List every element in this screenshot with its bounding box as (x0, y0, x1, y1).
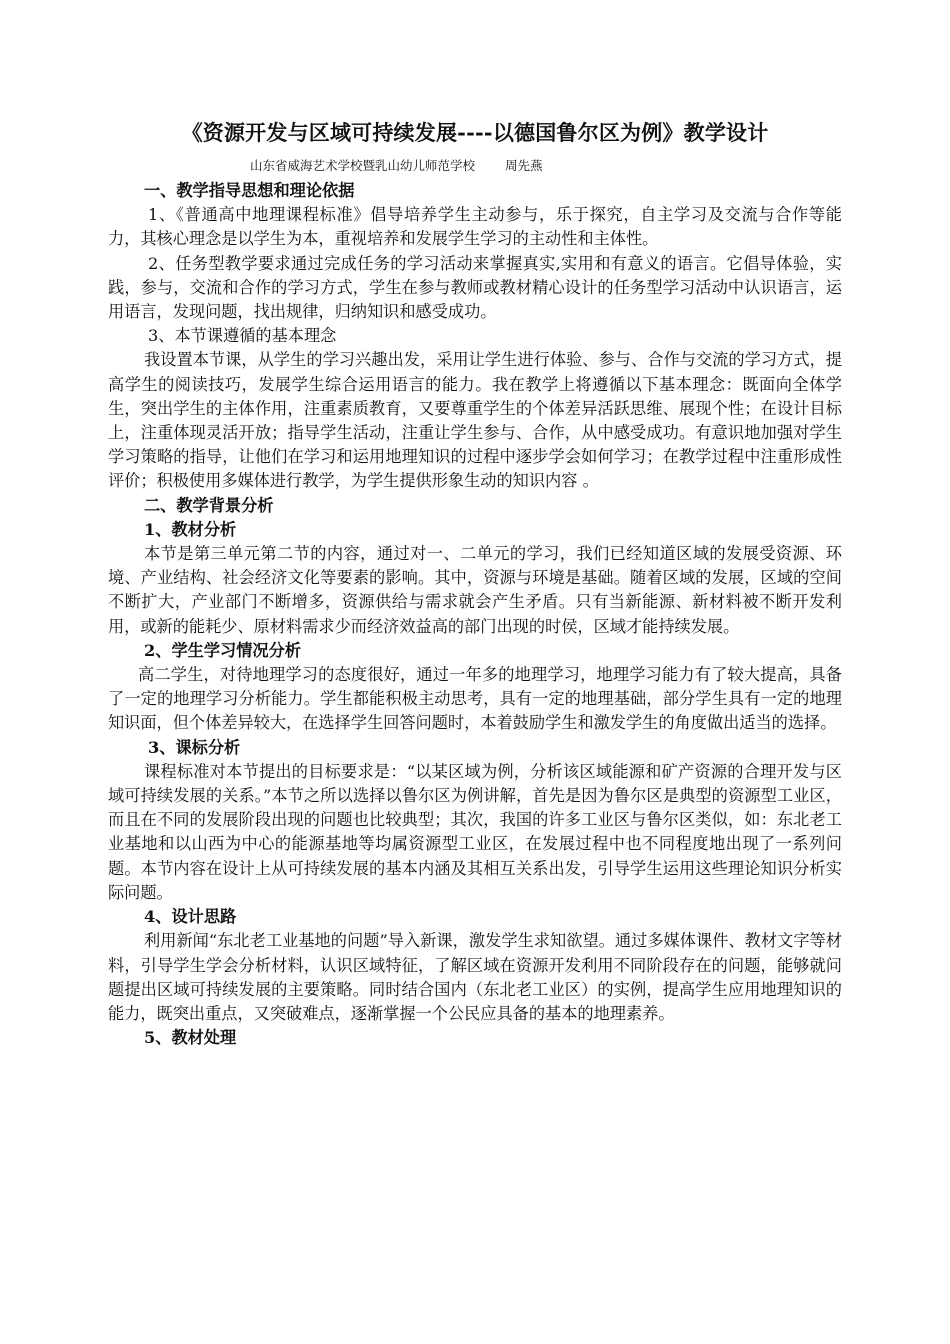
author-name: 周先燕 (505, 158, 543, 173)
paragraph-1-2: 2、任务型教学要求通过完成任务的学习活动来掌握真实,实用和有意义的语言。它倡导体验，实践，参与，交流和合作的学习方式，学生在参与教师或教材精心设计的任务型学习活动中认识语言，运用语言，发现问题，找出规律，归纳知识和感受成功。 (108, 253, 842, 322)
author-line (108, 158, 842, 174)
paragraph-2-3: 课程标准对本节提出的目标要求是：“以某区域为例，分析该区域能源和矿产资源的合理开发与区域可持续发展的关系。”本节之所以选择以鲁尔区为例讲解，首先是因为鲁尔区是典型的资源型工业区，而且在不同的发展阶段出现的问题也比较典型；其次，我国的许多工业区与鲁尔区类似，如：东北老工业基地和以山西为中心的能源基地等均属资源型工业区，在发展过程中也不同程度地出现了一系列问题。本节内容在设计上从可持续发展的基本内涵及其相互关系出发，引导学生运用这些理论知识分析实际问题。 (108, 761, 842, 902)
paragraph-1-1: 1、《普通高中地理课程标准》倡导培养学生主动参与，乐于探究，自主学习及交流与合作等能力，其核心理念是以学生为本，重视培养和发展学生学习的主动性和主体性。 (108, 205, 842, 249)
section-heading-2: 二、教学背景分析 (144, 495, 274, 515)
author-school: 山东省威海艺术学校暨乳山幼儿师范学校 (250, 158, 476, 173)
paragraph-2-2: 高二学生，对待地理学习的态度很好，通过一年多的地理学习，地理学习能力有了较大提高，具备了一定的地理学习分析能力。学生都能积极主动思考，具有一定的地理基础，部分学生具有一定的地理知识面，但个体差异较大，在选择学生回答问题时，本着鼓励学生和激发学生的角度做出适当的选择。 (108, 665, 842, 733)
subheading-2-1: 1、教材分析 (144, 519, 237, 539)
subheading-2-3: 3、课标分析 (148, 737, 241, 757)
paragraph-1-3: 我设置本节课，从学生的学习兴趣出发，采用让学生进行体验、参与、合作与交流的学习方式，提高学生的阅读技巧，发展学生综合运用语言的能力。我在教学上将遵循以下基本理念：既面向全体学生，突出学生的主体作用，注重素质教育，又要尊重学生的个体差异活跃思维、展现个性；在设计目标上，注重体现灵活开放；指导学生活动，注重让学生参与、合作，从中感受成功。有意识地加强对学生学习策略的指导，让他们在学习和运用地理知识的过程中逐步学会如何学习；在教学过程中注重形成性评价；积极使用多媒体进行教学，为学生提供形象生动的知识内容 。 (108, 350, 842, 491)
document-page (108, 118, 842, 1050)
paragraph-2-1: 本节是第三单元第二节的内容，通过对一、二单元的学习，我们已经知道区域的发展受资源、环境、产业结构、社会经济文化等要素的影响。其中，资源与环境是基础。随着区域的发展，区域的空间不断扩大，产业部门不断增多，资源供给与需求就会产生矛盾。只有当新能源、新材料被不断开发利用，或新的能耗少、原材料需求少而经济效益高的部门出现的时侯，区域才能持续发展。 (108, 544, 842, 636)
subheading-2-2: 2、学生学习情况分析 (144, 640, 301, 660)
section-heading-1: 一、教学指导思想和理论依据 (144, 181, 355, 200)
subheading-2-4: 4、设计思路 (144, 907, 237, 927)
subheading-2-5: 5、教材处理 (144, 1028, 237, 1048)
document-title: 《资源开发与区域可持续发展----以德国鲁尔区为例》教学设计 (181, 120, 769, 145)
paragraph-2-4: 利用新闻“东北老工业基地的问题”导入新课，激发学生求知欲望。通过多媒体课件、教材文字等材料，引导学生学会分析材料，认识区域特征，了解区域在资源开发利用不同阶段存在的问题，能够就问题提出区域可持续发展的主要策略。同时结合国内（东北老工业区）的实例，提高学生应用地理知识的能力，既突出重点，又突破难点，逐渐掌握一个公民应具备的基本的地理素养。 (108, 931, 842, 1023)
subheading-1-3: 3、本节课遵循的基本理念 (148, 326, 337, 346)
